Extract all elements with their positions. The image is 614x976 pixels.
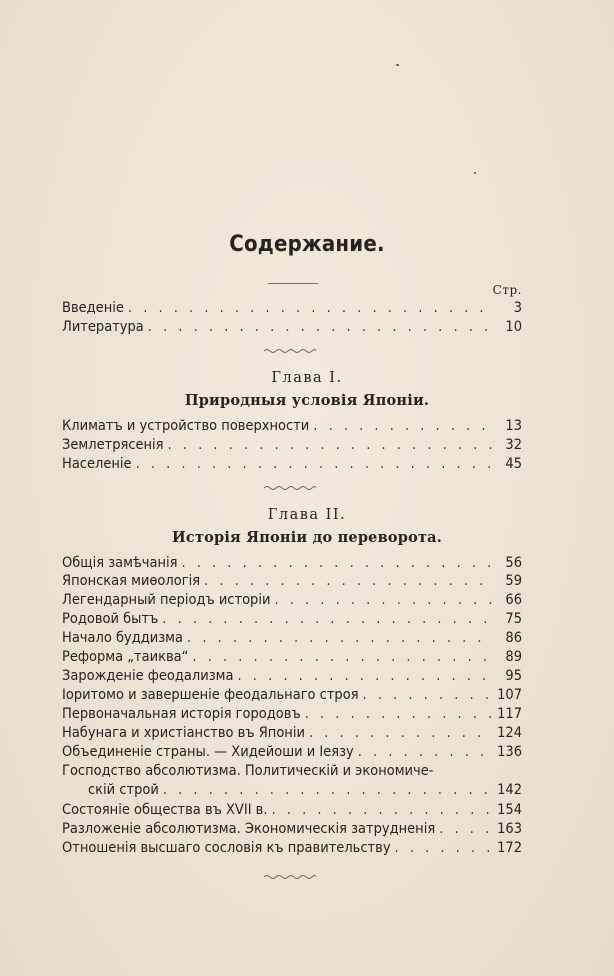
toc-entry-label: Общія замѣчанія	[62, 555, 178, 571]
dot-leader	[274, 591, 492, 610]
toc-entry-page: 163	[497, 821, 522, 837]
toc-entry[interactable]	[62, 455, 522, 474]
toc-entry-page: 56	[505, 555, 522, 571]
toc-entry-label: Отношенія высшаго сословія къ правительству	[62, 840, 391, 856]
toc-entry[interactable]	[62, 417, 522, 436]
ink-speck	[474, 172, 476, 174]
toc-entry[interactable]	[62, 801, 522, 820]
toc-entry[interactable]	[62, 554, 522, 573]
toc-entry[interactable]	[62, 686, 522, 705]
ink-speck	[396, 64, 399, 66]
toc-entry-label: Господство абсолютизма. Политическій и экономиче-	[62, 763, 434, 779]
dot-leader	[187, 629, 492, 648]
toc-entry-label: Родовой бытъ	[62, 611, 159, 627]
toc-entry[interactable]	[62, 572, 522, 591]
ornament-divider	[264, 485, 316, 491]
toc-entry[interactable]	[62, 743, 522, 762]
toc-entry-page: 124	[497, 725, 522, 741]
dot-leader	[363, 686, 492, 705]
dot-leader	[163, 781, 492, 800]
toc-entry-label: Зарожденіе феодализма	[62, 668, 234, 684]
ornament-divider	[264, 348, 316, 354]
ornament-divider	[264, 874, 316, 880]
title-rule	[268, 283, 318, 284]
toc-entry-page: 86	[505, 630, 522, 646]
chapter-heading: Глава II.	[267, 507, 347, 523]
toc-entry-page: 136	[497, 744, 522, 760]
toc-entry[interactable]	[62, 629, 522, 648]
dot-leader	[272, 801, 492, 820]
toc-entry-page: 10	[505, 319, 522, 335]
dot-leader	[305, 705, 492, 724]
toc-entry[interactable]	[62, 610, 522, 629]
dot-leader	[168, 436, 492, 455]
toc-entry-page: 95	[505, 668, 522, 684]
toc-entry-label: Литература	[62, 319, 144, 335]
toc-entry[interactable]	[62, 299, 522, 318]
dot-leader	[358, 743, 492, 762]
toc-entry-label: Іоритомо и завершеніе феодальнаго строя	[62, 687, 359, 703]
toc-entry-page: 59	[505, 573, 522, 589]
toc-entry-page: 3	[513, 300, 522, 316]
toc-entry-continuation[interactable]	[62, 781, 522, 800]
toc-entry-page: 75	[505, 611, 522, 627]
toc-entry-label: Первоначальная исторія городовъ	[62, 706, 301, 722]
toc-entry-label: Легендарный періодъ исторіи	[62, 592, 271, 608]
chapter-title: Исторія Японіи до переворота.	[172, 529, 442, 546]
toc-entry-page: 45	[505, 456, 522, 472]
toc-entry[interactable]	[62, 648, 522, 667]
dot-leader	[204, 572, 492, 591]
toc-entry-page: 117	[497, 706, 522, 722]
toc-entry-page: 66	[505, 592, 522, 608]
toc-entry-label: Населеніе	[62, 456, 132, 472]
dot-leader	[395, 839, 492, 858]
toc-entry-label: Климатъ и устройство поверхности	[62, 418, 310, 434]
toc-entry[interactable]	[62, 762, 522, 781]
dot-leader	[136, 455, 492, 474]
dot-leader	[238, 667, 492, 686]
dot-leader	[148, 318, 492, 337]
dot-leader	[162, 610, 492, 629]
dot-leader	[181, 554, 492, 573]
toc-entry-label: Японская миѳологія	[62, 573, 201, 589]
dot-leader	[439, 820, 492, 839]
toc-entry[interactable]	[62, 820, 522, 839]
toc-entry[interactable]	[62, 667, 522, 686]
chapter-heading: Глава I.	[271, 370, 343, 386]
page-title: Содержание.	[229, 232, 385, 257]
page-column-header: Стр.	[492, 283, 522, 297]
toc-entry-page: 107	[497, 687, 522, 703]
toc-entry-page: 142	[497, 782, 522, 798]
toc-entry-label: Объединеніе страны. — Хидейоши и Іеязу	[62, 744, 354, 760]
toc-entry-label: Начало буддизма	[62, 630, 184, 646]
toc-entry[interactable]	[62, 436, 522, 455]
dot-leader	[313, 417, 492, 436]
dot-leader	[309, 724, 492, 743]
toc-entry[interactable]	[62, 724, 522, 743]
toc-entry-page: 172	[497, 840, 522, 856]
toc-entry-page: 13	[505, 418, 522, 434]
dot-leader	[128, 299, 492, 318]
toc-entry[interactable]	[62, 839, 522, 858]
toc-entry-page: 89	[505, 649, 522, 665]
toc-entry-page: 32	[505, 437, 522, 453]
toc-entry[interactable]	[62, 591, 522, 610]
toc-entry-label: Введеніе	[62, 300, 124, 316]
dot-leader	[192, 648, 492, 667]
toc-entry-label: Состояніе общества въ XVII в.	[62, 802, 268, 818]
toc-entry-label: скій строй	[88, 782, 159, 798]
toc-entry-page: 154	[497, 802, 522, 818]
toc-entry-label: Землетрясенія	[62, 437, 164, 453]
toc-entry-label: Разложеніе абсолютизма. Экономическія затрудненія	[62, 821, 436, 837]
toc-entry[interactable]	[62, 318, 522, 337]
toc-entry[interactable]	[62, 705, 522, 724]
toc-entry-label: Реформа „таиква“	[62, 649, 189, 665]
toc-entry-label: Набунага и христіанство въ Японіи	[62, 725, 305, 741]
chapter-title: Природныя условія Японіи.	[184, 392, 430, 409]
